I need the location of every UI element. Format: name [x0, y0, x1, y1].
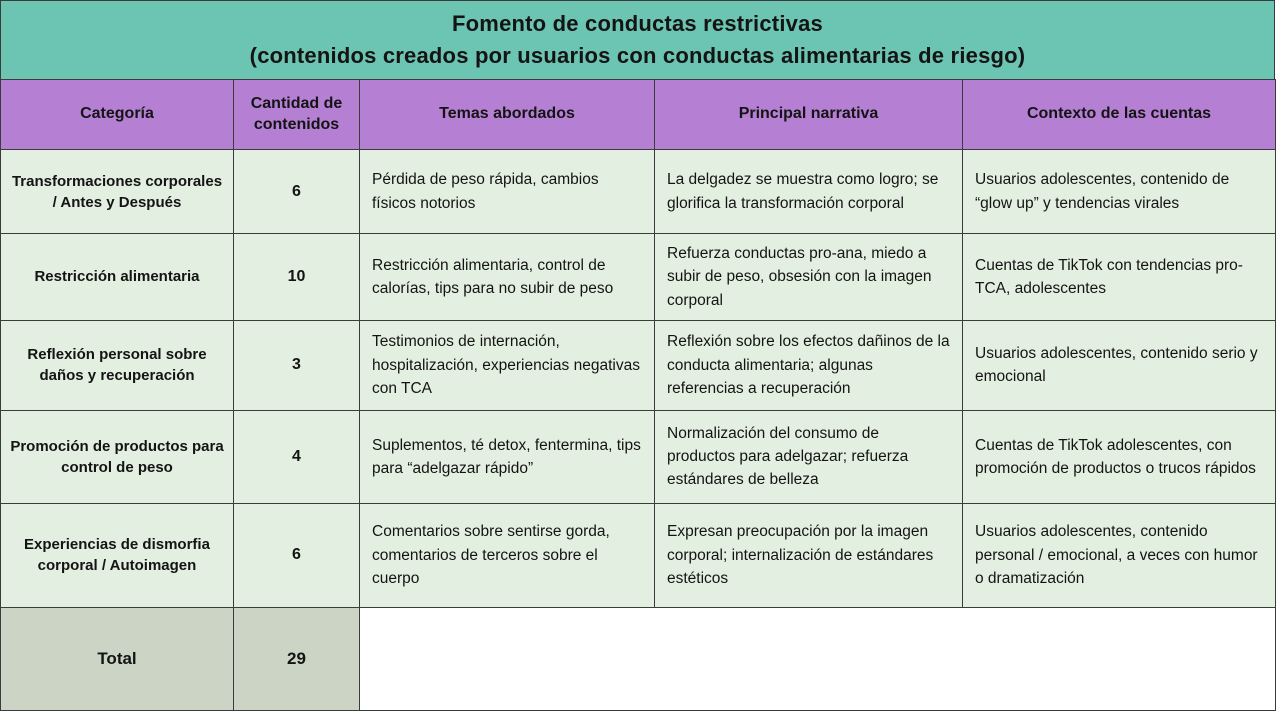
table-row — [1, 503, 1276, 607]
cell-categoria: Restricción alimentaria — [1, 234, 234, 321]
cell-temas: Suplementos, té detox, fentermina, tips para “adelgazar rápido” — [360, 410, 655, 503]
header-cell-narrativa: Principal narrativa — [655, 80, 963, 150]
header-row — [1, 80, 1276, 150]
cell-cantidad: 3 — [234, 320, 360, 410]
cell-cantidad: 10 — [234, 234, 360, 321]
total-row — [1, 607, 1276, 710]
cell-narrativa: Refuerza conductas pro-ana, miedo a subir de peso, obsesión con la imagen corporal — [655, 234, 963, 321]
cell-temas: Restricción alimentaria, control de calorías, tips para no subir de peso — [360, 234, 655, 321]
cell-narrativa: La delgadez se muestra como logro; se glorifica la transformación corporal — [655, 150, 963, 234]
table-row — [1, 234, 1276, 321]
total-value-cell: 29 — [234, 607, 360, 710]
table-row — [1, 410, 1276, 503]
header-cell-cantidad: Cantidad de contenidos — [234, 80, 360, 150]
header-cell-categoria: Categoría — [1, 80, 234, 150]
table-title-line-1: Fomento de conductas restrictivas — [452, 11, 823, 37]
cell-narrativa: Expresan preocupación por la imagen corporal; internalización de estándares estéticos — [655, 503, 963, 607]
table-title-line-2: (contenidos creados por usuarios con conductas alimentarias de riesgo) — [249, 43, 1026, 68]
cell-contexto: Cuentas de TikTok adolescentes, con promoción de productos o trucos rápidos — [963, 410, 1276, 503]
total-label-cell: Total — [1, 607, 234, 710]
cell-contexto: Cuentas de TikTok con tendencias pro-TCA, adolescentes — [963, 234, 1276, 321]
header-cell-contexto: Contexto de las cuentas — [963, 80, 1276, 150]
table-row — [1, 320, 1276, 410]
cell-categoria: Transformaciones corporales / Antes y Después — [1, 150, 234, 234]
cell-cantidad: 6 — [234, 503, 360, 607]
cell-categoria: Promoción de productos para control de peso — [1, 410, 234, 503]
header-cell-temas: Temas abordados — [360, 80, 655, 150]
cell-temas: Pérdida de peso rápida, cambios físicos notorios — [360, 150, 655, 234]
cell-categoria: Experiencias de dismorfia corporal / Autoimagen — [1, 503, 234, 607]
table-title-bar — [0, 0, 1275, 79]
cell-categoria: Reflexión personal sobre daños y recuperación — [1, 320, 234, 410]
cell-cantidad: 4 — [234, 410, 360, 503]
cell-temas: Testimonios de internación, hospitalización, experiencias negativas con TCA — [360, 320, 655, 410]
table-row — [1, 150, 1276, 234]
cell-narrativa: Normalización del consumo de productos para adelgazar; refuerza estándares de belleza — [655, 410, 963, 503]
cell-contexto: Usuarios adolescentes, contenido serio y emocional — [963, 320, 1276, 410]
cell-temas: Comentarios sobre sentirse gorda, comentarios de terceros sobre el cuerpo — [360, 503, 655, 607]
cell-contexto: Usuarios adolescentes, contenido de “glow up” y tendencias virales — [963, 150, 1276, 234]
cell-contexto: Usuarios adolescentes, contenido personal / emocional, a veces con humor o dramatización — [963, 503, 1276, 607]
data-table — [0, 79, 1276, 711]
total-empty-cell — [360, 607, 1276, 710]
cell-narrativa: Reflexión sobre los efectos dañinos de la conducta alimentaria; algunas referencias a recuperación — [655, 320, 963, 410]
cell-cantidad: 6 — [234, 150, 360, 234]
